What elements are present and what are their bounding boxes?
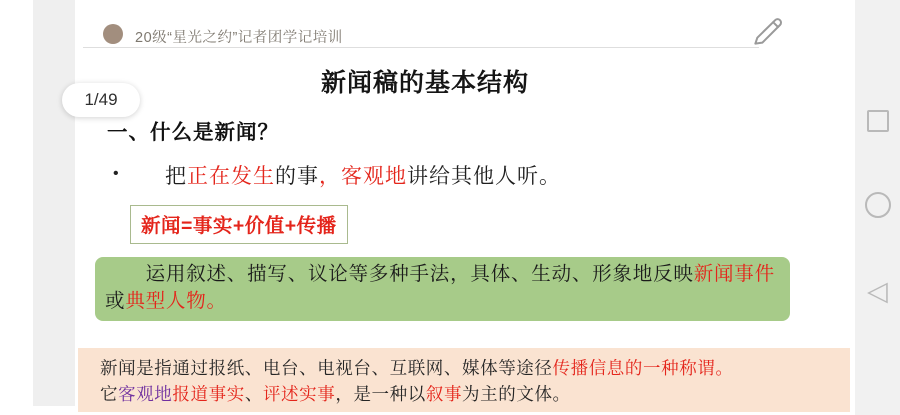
definition-line-1: 新闻是指通过报纸、电台、电视台、互联网、媒体等途径传播信息的一种称谓。 (100, 358, 734, 378)
page-number-badge[interactable] (62, 83, 140, 117)
bullet-line (113, 160, 561, 190)
home-button-icon[interactable] (865, 192, 891, 218)
page-number-label: 1/49 (84, 90, 118, 109)
document-page (75, 0, 855, 415)
summary-line-2: 或典型人物。 (105, 290, 227, 312)
section-heading: 一、什么是新闻？ (107, 121, 279, 144)
left-gutter (33, 0, 75, 406)
header-divider (83, 47, 759, 48)
document-title: 20级“星光之约”记者团学记培训 (135, 30, 343, 46)
bullet-text: 把正在发生的事，客观地讲给其他人听。 (165, 165, 561, 188)
summary-highlight-box (95, 257, 790, 321)
bullet-marker: • (113, 165, 120, 182)
edit-pencil-icon[interactable] (747, 12, 787, 52)
back-button-icon[interactable]: ◁ (867, 276, 888, 307)
header-bullet-dot-icon (103, 24, 123, 44)
android-navbar (855, 0, 900, 415)
summary-line-1: 运用叙述、描写、议论等多种手法，具体、生动、形象地反映新闻事件 (105, 263, 775, 285)
definition-line-2: 它客观地报道事实、评述实事，是一种以叙事为主的文体。 (100, 384, 571, 404)
definition-box (78, 348, 850, 412)
slide-title: 新闻稿的基本结构 (320, 69, 529, 97)
recents-button-icon[interactable] (867, 110, 889, 132)
news-formula-box: 新闻=事实+价值+传播 (130, 205, 348, 244)
